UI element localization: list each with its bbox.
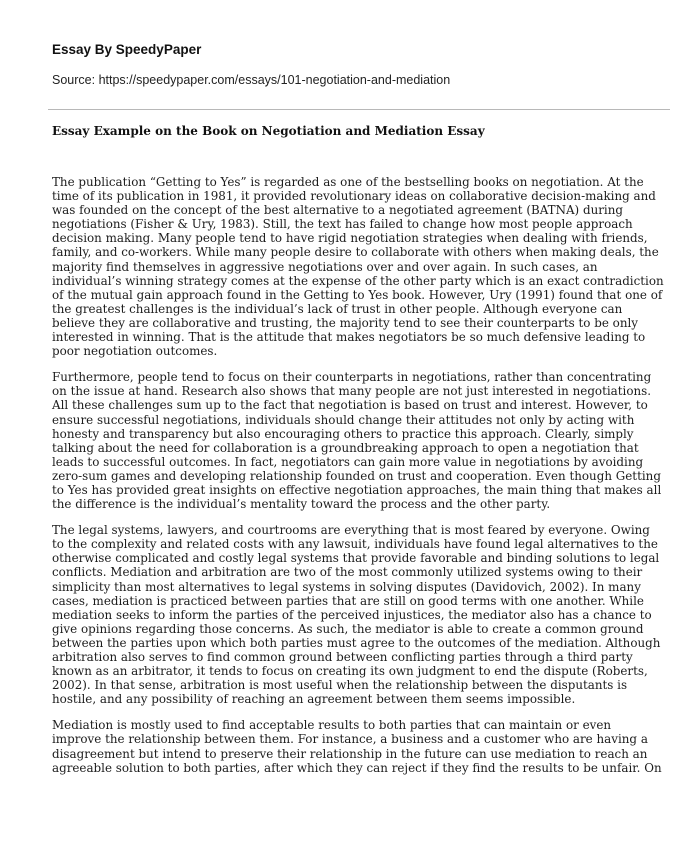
essay-paragraph: The publication “Getting to Yes” is regarded as one of the bestselling books on negotiation. At the time of its publication in 1981, it provided revolutionary ideas on collaborative decision-making and was founded on the concept of the best alternative to a negotiated agreement (BATNA) during negotiations (Fisher & Ury, 1983). Still, the text has failed to change how most people approach decision making. Many people tend to have rigid negotiation strategies when dealing with friends, family, and co-workers. While many people desire to collaborate with others when making deals, the majority find themselves in aggressive negotiations over and over again. In such cases, an individual’s winning strategy comes at the expense of the other party which is an exact contradiction of the mutual gain approach found in the Getting to Yes book. However, Ury (1991) found that one of the greatest challenges is the individual’s lack of trust in other people. Although everyone can believe they are collaborative and trusting, the majority tend to see their counterparts to be only interested in winning. That is the attitude that makes negotiators be so much defensive leading to poor negotiation outcomes. — [52, 175, 664, 359]
essay-body — [52, 175, 664, 775]
essay-paragraph: The legal systems, lawyers, and courtrooms are everything that is most feared by everyone. Owing to the complexity and related costs with any lawsuit, individuals have found legal alternatives to the otherwise complicated and costly legal systems that provide favorable and binding solutions to legal conflicts. Mediation and arbitration are two of the most commonly utilized systems owing to their simplicity than most alternatives to legal systems in solving disputes (Davidovich, 2002). In many cases, mediation is practiced between parties that are still on good terms with one another. While mediation seeks to inform the parties of the perceived injustices, the mediator also has a chance to give opinions regarding those concerns. As such, the mediator is able to create a common ground between the parties upon which both parties must agree to the outcomes of the mediation. Although arbitration also serves to find common ground between conflicting parties through a third party known as an arbitrator, it tends to focus on creating its own judgment to end the dispute (Roberts, 2002). In that sense, arbitration is most useful when the relationship between the disputants is hostile, and any possibility of reaching an agreement between them seems impossible. — [52, 523, 661, 707]
essay-paragraph: Mediation is mostly used to find acceptable results to both parties that can maintain or even improve the relationship between them. For instance, a business and a customer who are having a disagreement but intend to preserve their relationship in the future can use mediation to reach an agreeable solution to both parties, after which they can reject if they find the results to be unfair. On — [52, 718, 662, 775]
source-line — [52, 73, 664, 87]
document-page — [52, 42, 664, 787]
document-header-title: Essay By SpeedyPaper — [52, 42, 202, 57]
header-divider — [48, 109, 670, 110]
essay-title: Essay Example on the Book on Negotiation and Mediation Essay — [52, 124, 485, 138]
source-label: Source: — [52, 73, 96, 87]
essay-paragraph: Furthermore, people tend to focus on their counterparts in negotiations, rather than concentrating on the issue at hand. Research also shows that many people are not just interested in negotiations. All these challenges sum up to the fact that negotiation is based on trust and interest. However, to ensure successful negotiations, individuals should change their attitudes not only by acting with honesty and transparency but also encouraging others to practice this approach. Clearly, simply talking about the need for collaboration is a groundbreaking approach to open a negotiation that leads to successful outcomes. In fact, negotiators can gain more value in negotiations by avoiding zero-sum games and developing relationship founded on trust and cooperation. Even though Getting to Yes has provided great insights on effective negotiation approaches, the main thing that makes all the difference is the individual’s mentality toward the process and the other party. — [52, 370, 662, 512]
source-url[interactable]: https://speedypaper.com/essays/101-negotiation-and-mediation — [98, 73, 451, 87]
